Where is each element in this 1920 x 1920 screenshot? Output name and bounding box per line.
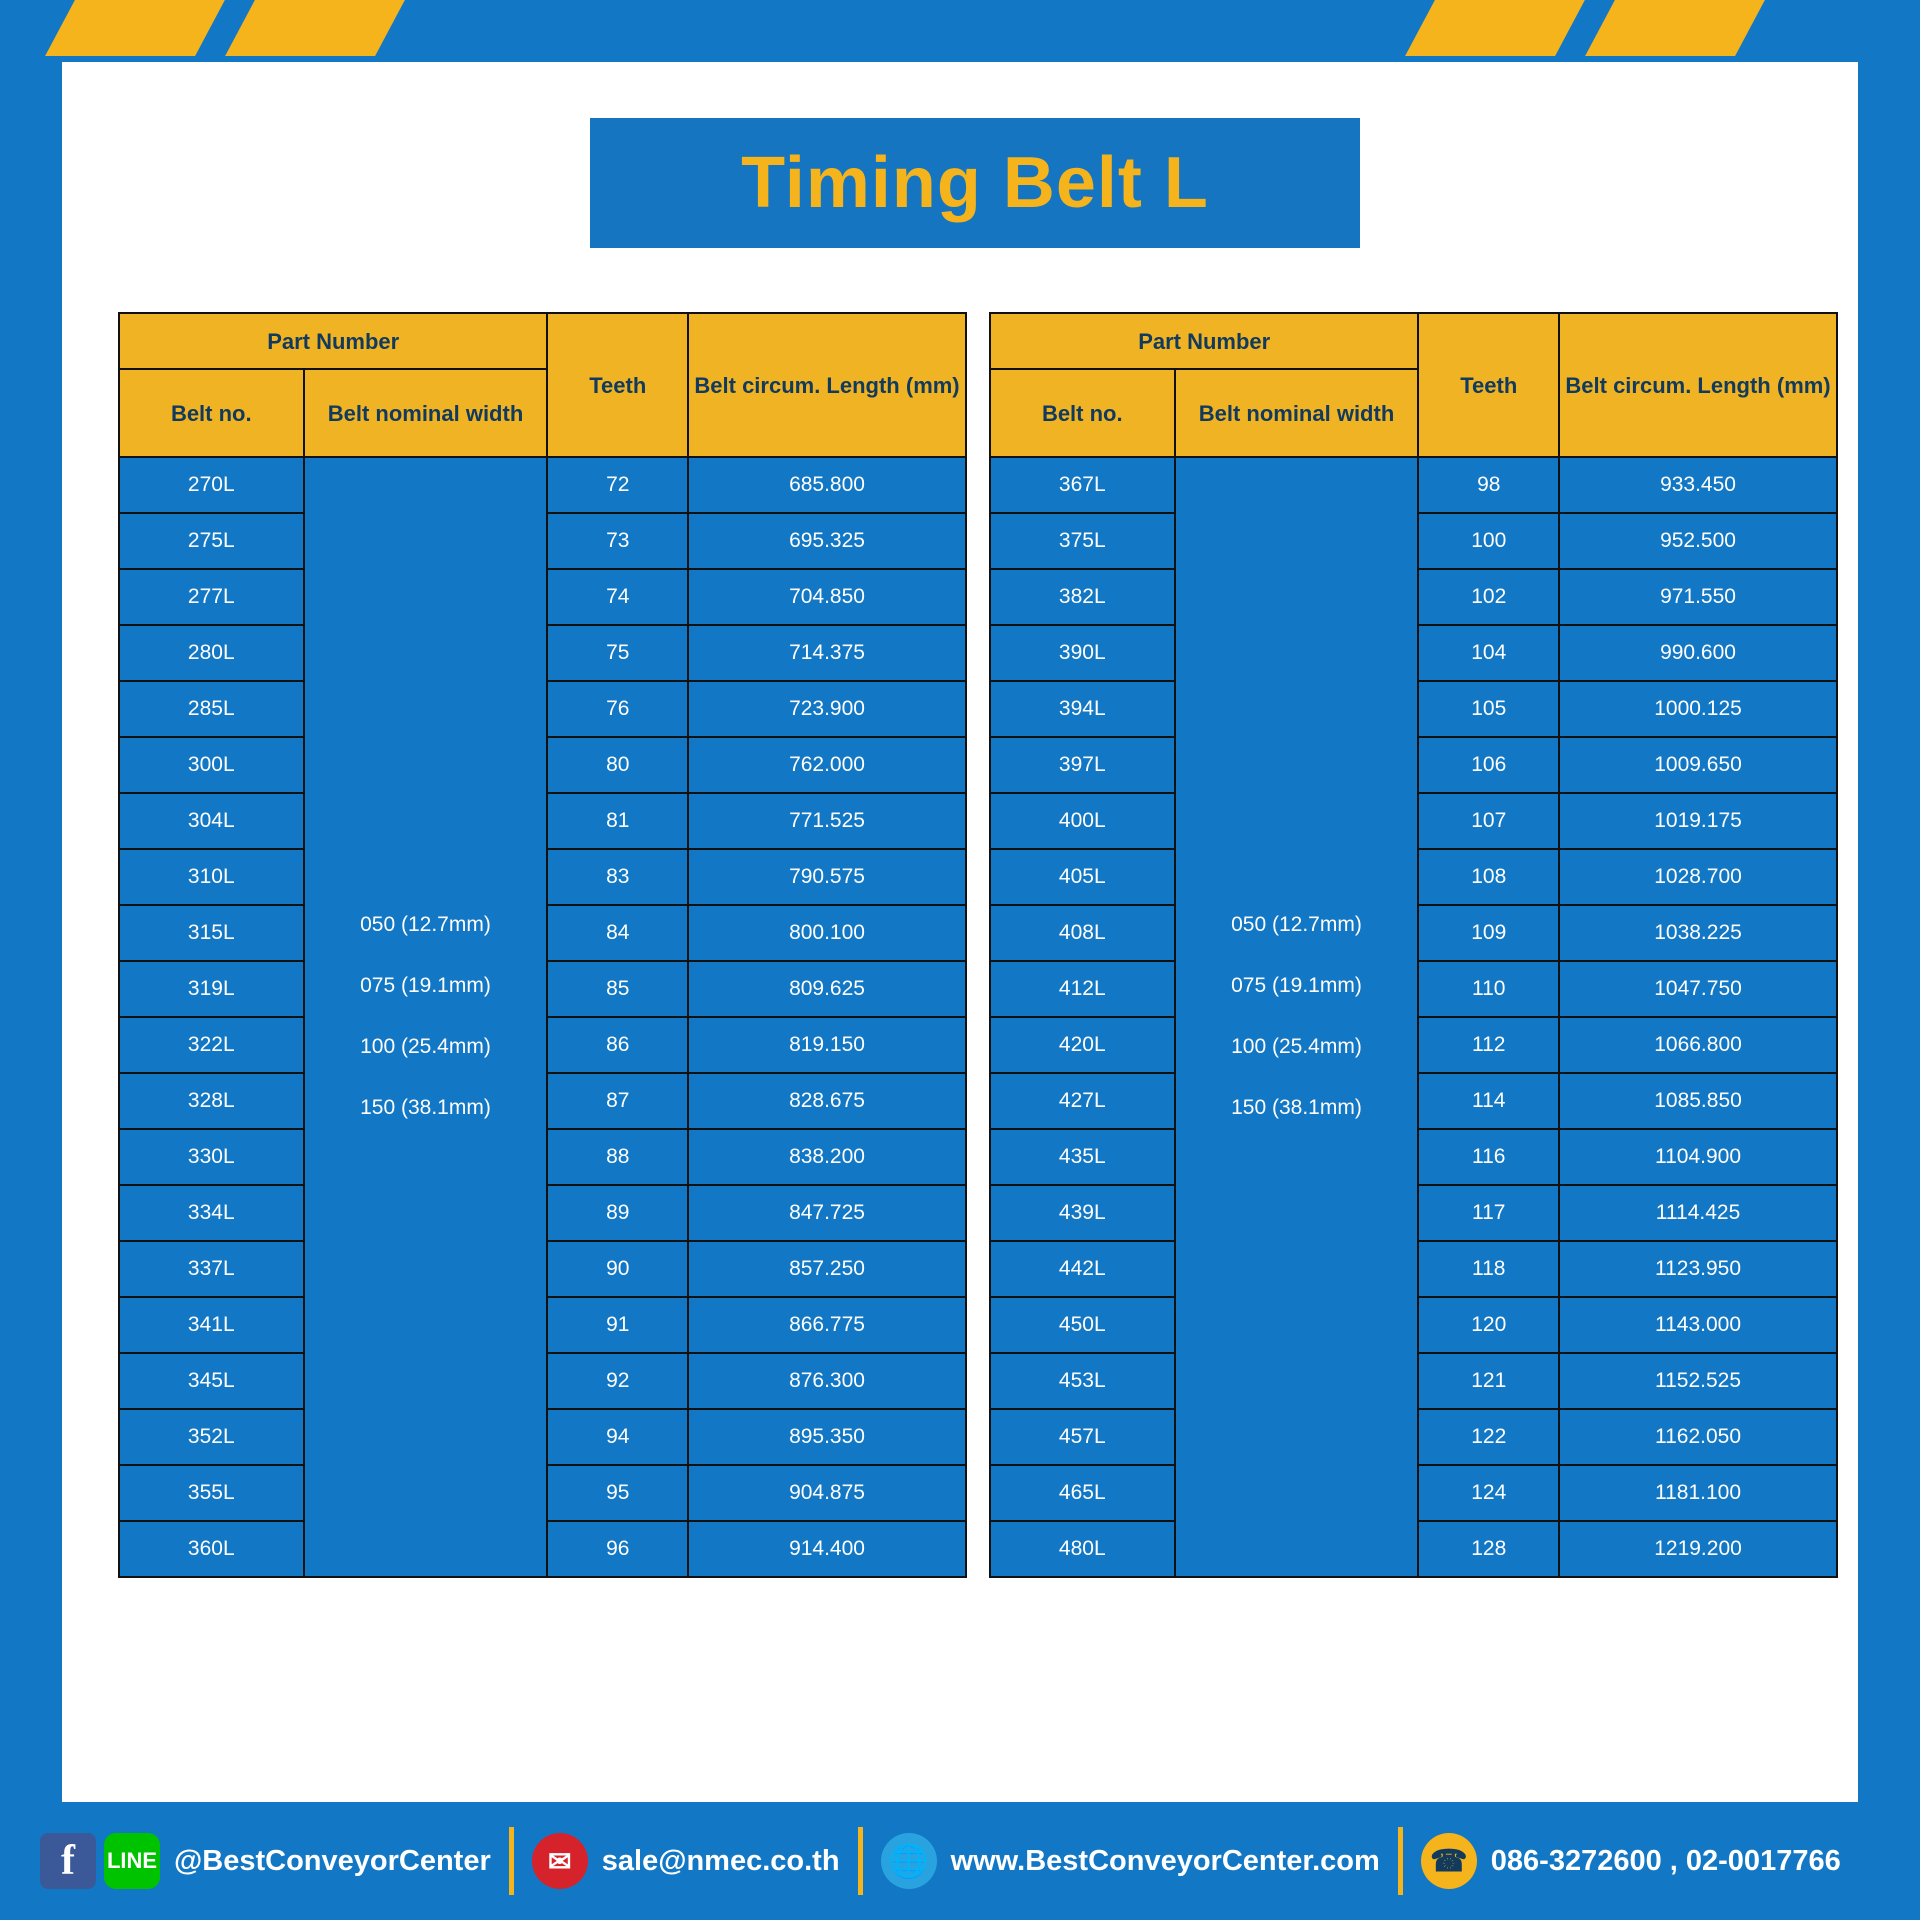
cell-length: 1085.850 <box>1559 1073 1837 1129</box>
cell-teeth: 120 <box>1418 1297 1559 1353</box>
cell-belt-no: 405L <box>990 849 1175 905</box>
cell-belt-no: 394L <box>990 681 1175 737</box>
cell-belt-no: 322L <box>119 1017 304 1073</box>
cell-teeth: 85 <box>547 961 688 1017</box>
cell-belt-no: 408L <box>990 905 1175 961</box>
email-icon: ✉ <box>532 1833 588 1889</box>
cell-length: 790.575 <box>688 849 966 905</box>
cell-teeth: 90 <box>547 1241 688 1297</box>
cell-belt-no: 304L <box>119 793 304 849</box>
cell-length: 1009.650 <box>1559 737 1837 793</box>
cell-teeth: 102 <box>1418 569 1559 625</box>
cell-length: 857.250 <box>688 1241 966 1297</box>
cell-length: 952.500 <box>1559 513 1837 569</box>
cell-belt-no: 390L <box>990 625 1175 681</box>
cell-length: 1047.750 <box>1559 961 1837 1017</box>
facebook-handle: @BestConveyorCenter <box>174 1844 491 1877</box>
cell-belt-no: 397L <box>990 737 1175 793</box>
cell-teeth: 121 <box>1418 1353 1559 1409</box>
cell-belt-no: 319L <box>119 961 304 1017</box>
cell-belt-no: 442L <box>990 1241 1175 1297</box>
cell-belt-no: 480L <box>990 1521 1175 1577</box>
cell-teeth: 100 <box>1418 513 1559 569</box>
cell-belt-no: 280L <box>119 625 304 681</box>
cell-belt-no: 328L <box>119 1073 304 1129</box>
cell-length: 828.675 <box>688 1073 966 1129</box>
cell-teeth: 118 <box>1418 1241 1559 1297</box>
cell-belt-no: 360L <box>119 1521 304 1577</box>
cell-length: 1000.125 <box>1559 681 1837 737</box>
footer-divider-1 <box>509 1827 514 1895</box>
cell-belt-no: 277L <box>119 569 304 625</box>
cell-belt-nominal-width <box>1175 457 1419 1577</box>
cell-teeth: 109 <box>1418 905 1559 961</box>
cell-belt-no: 450L <box>990 1297 1175 1353</box>
cell-teeth: 74 <box>547 569 688 625</box>
cell-length: 762.000 <box>688 737 966 793</box>
cell-length: 1181.100 <box>1559 1465 1837 1521</box>
cell-belt-no: 439L <box>990 1185 1175 1241</box>
header-belt-no-left: Belt no. <box>119 369 304 457</box>
cell-length: 723.900 <box>688 681 966 737</box>
cell-teeth: 86 <box>547 1017 688 1073</box>
cell-belt-no: 453L <box>990 1353 1175 1409</box>
cell-teeth: 92 <box>547 1353 688 1409</box>
cell-teeth: 95 <box>547 1465 688 1521</box>
width-option: 050 (12.7mm) <box>1231 913 1362 937</box>
cell-length: 704.850 <box>688 569 966 625</box>
cell-belt-no: 337L <box>119 1241 304 1297</box>
page-title-text: Timing Belt L <box>741 143 1209 223</box>
header-part-number-left: Part Number <box>119 313 547 369</box>
cell-teeth: 81 <box>547 793 688 849</box>
cell-belt-no: 382L <box>990 569 1175 625</box>
cell-teeth: 73 <box>547 513 688 569</box>
cell-length: 1162.050 <box>1559 1409 1837 1465</box>
cell-length: 1114.425 <box>1559 1185 1837 1241</box>
cell-teeth: 107 <box>1418 793 1559 849</box>
cell-length: 895.350 <box>688 1409 966 1465</box>
website-text: www.BestConveyorCenter.com <box>950 1844 1380 1877</box>
line-icon[interactable] <box>104 1833 160 1889</box>
belt-table-left <box>118 312 967 1578</box>
cell-belt-no: 285L <box>119 681 304 737</box>
cell-belt-no: 352L <box>119 1409 304 1465</box>
cell-teeth: 110 <box>1418 961 1559 1017</box>
cell-length: 838.200 <box>688 1129 966 1185</box>
cell-teeth: 84 <box>547 905 688 961</box>
cell-length: 1028.700 <box>1559 849 1837 905</box>
cell-belt-no: 457L <box>990 1409 1175 1465</box>
cell-teeth: 96 <box>547 1521 688 1577</box>
table-row <box>990 457 1837 513</box>
page-title <box>590 118 1360 248</box>
cell-length: 914.400 <box>688 1521 966 1577</box>
top-chevron-decoration <box>0 0 1920 56</box>
cell-length: 1143.000 <box>1559 1297 1837 1353</box>
footer-email[interactable] <box>532 1833 840 1889</box>
cell-belt-no: 341L <box>119 1297 304 1353</box>
cell-length: 876.300 <box>688 1353 966 1409</box>
cell-length: 800.100 <box>688 905 966 961</box>
cell-teeth: 88 <box>547 1129 688 1185</box>
cell-teeth: 87 <box>547 1073 688 1129</box>
cell-length: 771.525 <box>688 793 966 849</box>
cell-teeth: 108 <box>1418 849 1559 905</box>
cell-teeth: 114 <box>1418 1073 1559 1129</box>
line-icon-label: LINE <box>106 1848 158 1873</box>
cell-teeth: 105 <box>1418 681 1559 737</box>
cell-teeth: 106 <box>1418 737 1559 793</box>
cell-teeth: 91 <box>547 1297 688 1353</box>
cell-length: 1066.800 <box>1559 1017 1837 1073</box>
cell-teeth: 94 <box>547 1409 688 1465</box>
cell-teeth: 104 <box>1418 625 1559 681</box>
footer-divider-2 <box>858 1827 863 1895</box>
table-row <box>119 457 966 513</box>
cell-length: 1038.225 <box>1559 905 1837 961</box>
cell-length: 695.325 <box>688 513 966 569</box>
phone-icon: ☎ <box>1421 1833 1477 1889</box>
cell-teeth: 112 <box>1418 1017 1559 1073</box>
cell-length: 714.375 <box>688 625 966 681</box>
cell-teeth: 80 <box>547 737 688 793</box>
cell-belt-no: 345L <box>119 1353 304 1409</box>
cell-teeth: 83 <box>547 849 688 905</box>
footer-phone[interactable] <box>1421 1833 1841 1889</box>
cell-belt-no: 300L <box>119 737 304 793</box>
header-belt-width-right: Belt nominal width <box>1175 369 1419 457</box>
cell-belt-no: 427L <box>990 1073 1175 1129</box>
cell-teeth: 72 <box>547 457 688 513</box>
cell-belt-no: 275L <box>119 513 304 569</box>
header-teeth-left: Teeth <box>547 313 688 457</box>
cell-belt-no: 465L <box>990 1465 1175 1521</box>
width-option: 075 (19.1mm) <box>1231 974 1362 998</box>
width-option: 100 (25.4mm) <box>1231 1035 1362 1058</box>
cell-teeth: 89 <box>547 1185 688 1241</box>
cell-belt-no: 367L <box>990 457 1175 513</box>
cell-belt-no: 420L <box>990 1017 1175 1073</box>
cell-length: 809.625 <box>688 961 966 1017</box>
phone-text: 086-3272600 , 02-0017766 <box>1490 1844 1841 1877</box>
width-option: 050 (12.7mm) <box>360 913 491 937</box>
cell-length: 819.150 <box>688 1017 966 1073</box>
cell-belt-no: 435L <box>990 1129 1175 1185</box>
cell-length: 990.600 <box>1559 625 1837 681</box>
width-option: 100 (25.4mm) <box>360 1035 491 1058</box>
cell-teeth: 98 <box>1418 457 1559 513</box>
belt-table-right <box>989 312 1838 1578</box>
cell-teeth: 124 <box>1418 1465 1559 1521</box>
cell-length: 1219.200 <box>1559 1521 1837 1577</box>
cell-length: 866.775 <box>688 1297 966 1353</box>
cell-belt-no: 334L <box>119 1185 304 1241</box>
footer-divider-3 <box>1398 1827 1403 1895</box>
belt-table-right-body <box>990 457 1837 1577</box>
cell-teeth: 128 <box>1418 1521 1559 1577</box>
header-belt-circum-left: Belt circum. Length (mm) <box>688 313 966 457</box>
cell-belt-no: 375L <box>990 513 1175 569</box>
width-option: 150 (38.1mm) <box>1231 1095 1362 1119</box>
cell-length: 904.875 <box>688 1465 966 1521</box>
cell-length: 1019.175 <box>1559 793 1837 849</box>
cell-belt-no: 330L <box>119 1129 304 1185</box>
facebook-icon[interactable]: f <box>40 1833 96 1889</box>
cell-length: 1123.950 <box>1559 1241 1837 1297</box>
cell-length: 685.800 <box>688 457 966 513</box>
cell-teeth: 76 <box>547 681 688 737</box>
header-part-number-right: Part Number <box>990 313 1418 369</box>
header-belt-circum-right: Belt circum. Length (mm) <box>1559 313 1837 457</box>
cell-belt-no: 315L <box>119 905 304 961</box>
globe-icon: 🌐 <box>881 1833 937 1889</box>
email-text: sale@nmec.co.th <box>601 1844 840 1877</box>
cell-length: 1104.900 <box>1559 1129 1837 1185</box>
cell-belt-no: 412L <box>990 961 1175 1017</box>
header-belt-width-left: Belt nominal width <box>304 369 548 457</box>
header-belt-no-right: Belt no. <box>990 369 1175 457</box>
cell-length: 933.450 <box>1559 457 1837 513</box>
cell-belt-no: 355L <box>119 1465 304 1521</box>
cell-belt-no: 270L <box>119 457 304 513</box>
footer-website[interactable] <box>881 1833 1380 1889</box>
header-teeth-right: Teeth <box>1418 313 1559 457</box>
cell-length: 1152.525 <box>1559 1353 1837 1409</box>
cell-teeth: 75 <box>547 625 688 681</box>
width-option: 075 (19.1mm) <box>360 974 491 998</box>
cell-belt-no: 400L <box>990 793 1175 849</box>
tables-container <box>118 312 1838 1578</box>
cell-teeth: 117 <box>1418 1185 1559 1241</box>
cell-belt-nominal-width <box>304 457 548 1577</box>
cell-teeth: 116 <box>1418 1129 1559 1185</box>
cell-length: 971.550 <box>1559 569 1837 625</box>
footer-social[interactable] <box>40 1833 491 1889</box>
cell-length: 847.725 <box>688 1185 966 1241</box>
cell-belt-no: 310L <box>119 849 304 905</box>
footer-bar <box>0 1802 1920 1920</box>
belt-table-left-body <box>119 457 966 1577</box>
cell-teeth: 122 <box>1418 1409 1559 1465</box>
width-option: 150 (38.1mm) <box>360 1095 491 1119</box>
